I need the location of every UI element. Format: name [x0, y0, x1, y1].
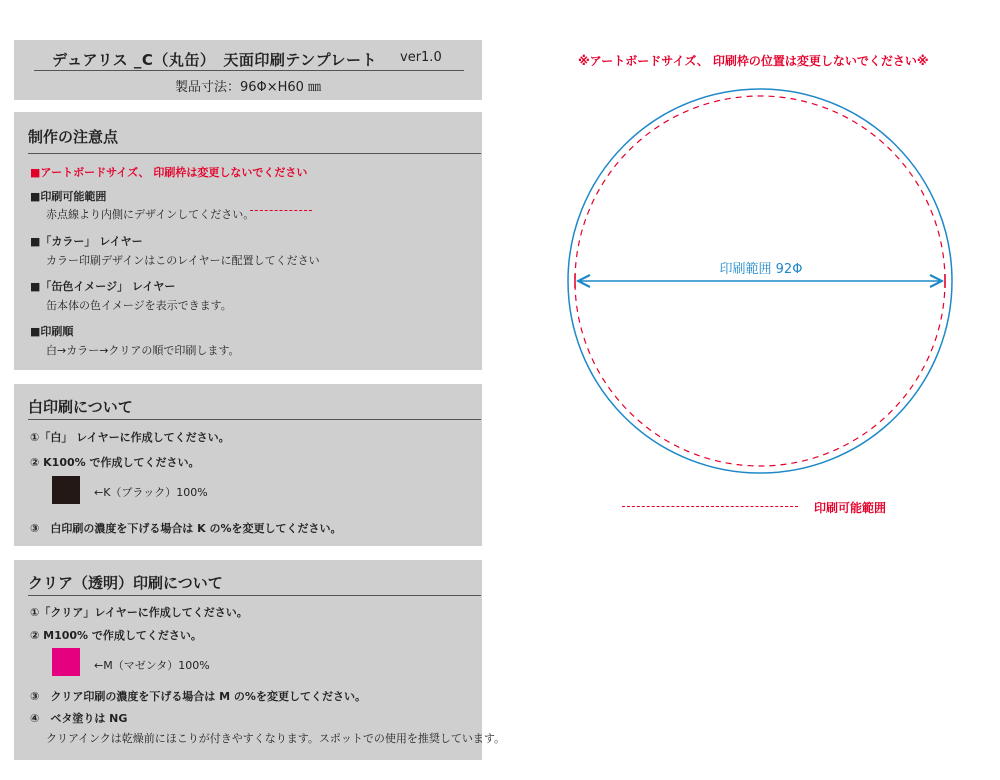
production-notes-panel — [14, 112, 482, 370]
clear-step-2: ② M100% で作成してください。 — [30, 629, 202, 642]
white-step-1: ①「白」 レイヤーに作成してください。 — [30, 431, 230, 444]
template-title: デュアリス _C（丸缶） 天面印刷テンプレート — [52, 51, 378, 69]
title-panel — [14, 40, 482, 100]
clear-step-4: ④ ベタ塗りは NG — [30, 712, 128, 725]
white-step-2: ② K100% で作成してください。 — [30, 456, 200, 469]
clear-step-4-desc: クリアインクは乾燥前にほこりが付きやすくなります。スポットでの使用を推奨しています。 — [46, 732, 506, 745]
note-color-layer-desc: カラー印刷デザインはこのレイヤーに配置してください — [46, 254, 320, 267]
note-print-order-title: ■印刷順 — [30, 325, 74, 338]
note-print-area-desc: 赤点線より内側にデザインしてください。 — [46, 208, 255, 221]
magenta-swatch-label: ←M（マゼンタ）100% — [94, 659, 210, 672]
notes-divider — [28, 153, 481, 154]
white-step-3: ③ 白印刷の濃度を下げる場合は K の%を変更してください。 — [30, 522, 342, 535]
note-print-order-desc: 白→カラー→クリアの順で印刷します。 — [46, 344, 240, 357]
can-top-diagram — [560, 84, 960, 484]
note-can-color-layer-title: ■「缶色イメージ」 レイヤー — [30, 280, 176, 293]
title-row — [14, 49, 482, 71]
clear-step-3: ③ クリア印刷の濃度を下げる場合は M の%を変更してください。 — [30, 690, 366, 703]
white-print-divider — [28, 419, 481, 420]
legend-dashed-line — [622, 506, 798, 507]
black-swatch — [52, 476, 80, 504]
print-diameter-label: 印刷範囲 92Φ — [719, 262, 803, 277]
clear-step-1: ①「クリア」レイヤーに作成してください。 — [30, 606, 248, 619]
note-can-color-layer-desc: 缶本体の色イメージを表示できます。 — [46, 299, 232, 312]
clear-print-panel — [14, 560, 506, 760]
legend-printable-area-label: 印刷可能範囲 — [814, 501, 887, 515]
version-label: ver1.0 — [400, 50, 442, 65]
artboard-notice: ※アートボードサイズ、 印刷枠の位置は変更しないでください※ — [578, 54, 929, 68]
magenta-swatch — [52, 648, 80, 676]
clear-print-divider — [28, 595, 481, 596]
red-dash-sample — [250, 210, 312, 211]
white-print-panel — [14, 384, 482, 546]
white-print-heading: 白印刷について — [28, 398, 133, 416]
black-swatch-label: ←K（ブラック）100% — [94, 486, 208, 499]
notes-heading: 制作の注意点 — [28, 128, 119, 146]
note-print-area-title: ■印刷可能範囲 — [30, 190, 107, 203]
note-color-layer-title: ■「カラー」 レイヤー — [30, 235, 143, 248]
artboard-warning: ■アートボードサイズ、 印刷枠は変更しないでください — [30, 166, 308, 179]
product-size: 製品寸法：96Φ×H60 ㎜ — [174, 80, 322, 95]
title-divider — [34, 70, 464, 71]
clear-print-heading: クリア（透明）印刷について — [28, 574, 223, 592]
